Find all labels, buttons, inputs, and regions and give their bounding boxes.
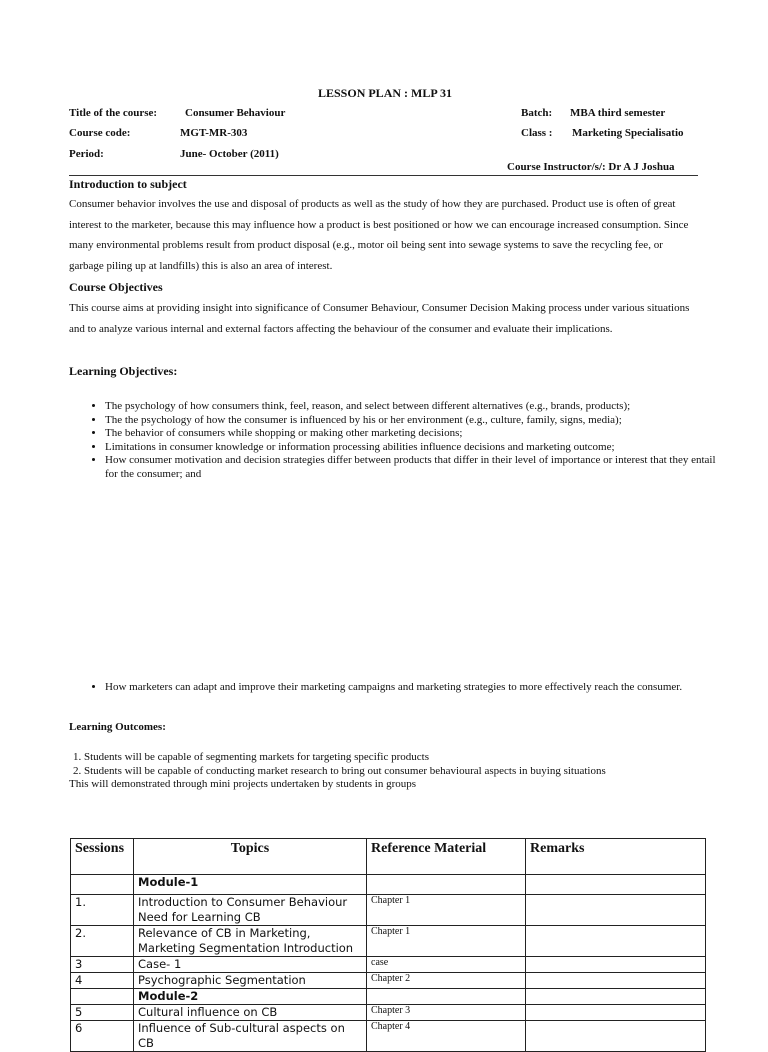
table-cell: 3 bbox=[71, 957, 134, 973]
list-item: • How marketers can adapt and improve their marketing campaigns and marketing strategies to more effectively reach the consumer. bbox=[105, 681, 725, 695]
learning-outcomes-list bbox=[70, 750, 606, 778]
table-cell: 1. bbox=[71, 895, 134, 926]
learning-objectives-list-continued bbox=[69, 681, 725, 695]
sessions-table bbox=[70, 838, 706, 1052]
table-cell: Chapter 4 bbox=[367, 1021, 526, 1052]
batch-label: Batch: bbox=[521, 107, 553, 119]
table-cell: Introduction to Consumer Behaviour Need for Learning CB bbox=[134, 895, 367, 926]
learning-objectives-list bbox=[69, 400, 725, 481]
table-cell bbox=[526, 875, 706, 895]
list-item: • The psychology of how consumers think, feel, reason, and select between different alternatives (e.g., brands, products); bbox=[105, 400, 725, 414]
intro-heading: Introduction to subject bbox=[69, 177, 187, 191]
module-label: Module-2 bbox=[134, 989, 367, 1005]
table-cell: Chapter 1 bbox=[367, 926, 526, 957]
table-row bbox=[71, 989, 706, 1005]
list-item: 2. Students will be capable of conducting market research to bring out consumer behavioural aspects in buying situations bbox=[84, 764, 606, 778]
table-cell bbox=[526, 989, 706, 1005]
table-cell bbox=[526, 926, 706, 957]
table-cell: 2. bbox=[71, 926, 134, 957]
table-row bbox=[71, 1005, 706, 1021]
list-item: • Limitations in consumer knowledge or information processing abilities influence decisions and marketing outcome; bbox=[105, 441, 725, 455]
course-code-value: MGT-MR-303 bbox=[180, 127, 248, 139]
table-row bbox=[71, 895, 706, 926]
table-row bbox=[71, 875, 706, 895]
table-cell bbox=[71, 875, 134, 895]
table-cell bbox=[526, 973, 706, 989]
table-cell bbox=[526, 1005, 706, 1021]
course-objectives-heading: Course Objectives bbox=[69, 280, 163, 294]
table-row bbox=[71, 926, 706, 957]
intro-paragraph: Consumer behavior involves the use and disposal of products as well as the study of how they are purchased. Product use is often of great interest to the marketer, because this may influence how a product is best positioned or how we can encourage increased consumption. Since many environmental problems result from product disposal (e.g., motor oil being sent into sewage systems to save the recycling fee, or garbage piling up at landfills) this is also an area of interest. bbox=[69, 198, 689, 272]
class-value: Marketing Specialisatio bbox=[572, 127, 684, 139]
table-row bbox=[71, 957, 706, 973]
course-code-label: Course code: bbox=[69, 127, 131, 139]
table-cell bbox=[526, 1021, 706, 1052]
course-objectives-paragraph: This course aims at providing insight into significance of Consumer Behaviour, Consumer Decision Making process under various situations and to analyze various internal and external factors affecting the behaviour of the consumer and evaluate their implications. bbox=[69, 302, 690, 335]
column-header: Reference Material bbox=[367, 839, 526, 875]
table-cell bbox=[71, 989, 134, 1005]
learning-outcomes-note: This will demonstrated through mini projects undertaken by students in groups bbox=[69, 778, 417, 790]
table-header-row bbox=[71, 839, 706, 875]
table-cell: Chapter 3 bbox=[367, 1005, 526, 1021]
table-cell: 6 bbox=[71, 1021, 134, 1052]
table-cell bbox=[367, 989, 526, 1005]
learning-objectives-heading: Learning Objectives: bbox=[69, 364, 178, 378]
table-cell bbox=[526, 957, 706, 973]
table-cell: Chapter 1 bbox=[367, 895, 526, 926]
table-cell bbox=[367, 875, 526, 895]
learning-outcomes-heading: Learning Outcomes: bbox=[69, 721, 166, 733]
table-cell: Influence of Sub-cultural aspects on CB bbox=[134, 1021, 367, 1052]
table-row bbox=[71, 1021, 706, 1052]
batch-value: MBA third semester bbox=[570, 107, 666, 119]
table-cell: Psychographic Segmentation bbox=[134, 973, 367, 989]
list-item: • The behavior of consumers while shopping or making other marketing decisions; bbox=[105, 427, 725, 441]
table-cell bbox=[526, 895, 706, 926]
column-header: Sessions bbox=[71, 839, 134, 875]
column-header: Remarks bbox=[526, 839, 706, 875]
column-header: Topics bbox=[134, 839, 367, 875]
list-item: 1. Students will be capable of segmenting markets for targeting specific products bbox=[84, 750, 606, 764]
table-cell: Relevance of CB in Marketing, Marketing Segmentation Introduction bbox=[134, 926, 367, 957]
module-label: Module-1 bbox=[134, 875, 367, 895]
table-cell: 5 bbox=[71, 1005, 134, 1021]
header-divider bbox=[69, 175, 698, 176]
table-row bbox=[71, 973, 706, 989]
list-item: • The the psychology of how the consumer is influenced by his or her environment (e.g., culture, family, signs, media); bbox=[105, 414, 725, 428]
class-label: Class : bbox=[521, 127, 553, 139]
course-title-value: Consumer Behaviour bbox=[185, 107, 286, 119]
table-cell: Chapter 2 bbox=[367, 973, 526, 989]
table-cell: 4 bbox=[71, 973, 134, 989]
course-instructor: Course Instructor/s/: Dr A J Joshua bbox=[507, 161, 675, 173]
page-title: LESSON PLAN : MLP 31 bbox=[318, 86, 453, 100]
table-cell: Cultural influence on CB bbox=[134, 1005, 367, 1021]
period-label: Period: bbox=[69, 148, 104, 160]
table-cell: Case- 1 bbox=[134, 957, 367, 973]
list-item: • How consumer motivation and decision strategies differ between products that differ in their level of importance or interest that they entail for the consumer; and bbox=[105, 454, 725, 481]
course-title-label: Title of the course: bbox=[69, 107, 158, 119]
table-cell: case bbox=[367, 957, 526, 973]
period-value: June- October (2011) bbox=[180, 148, 279, 160]
